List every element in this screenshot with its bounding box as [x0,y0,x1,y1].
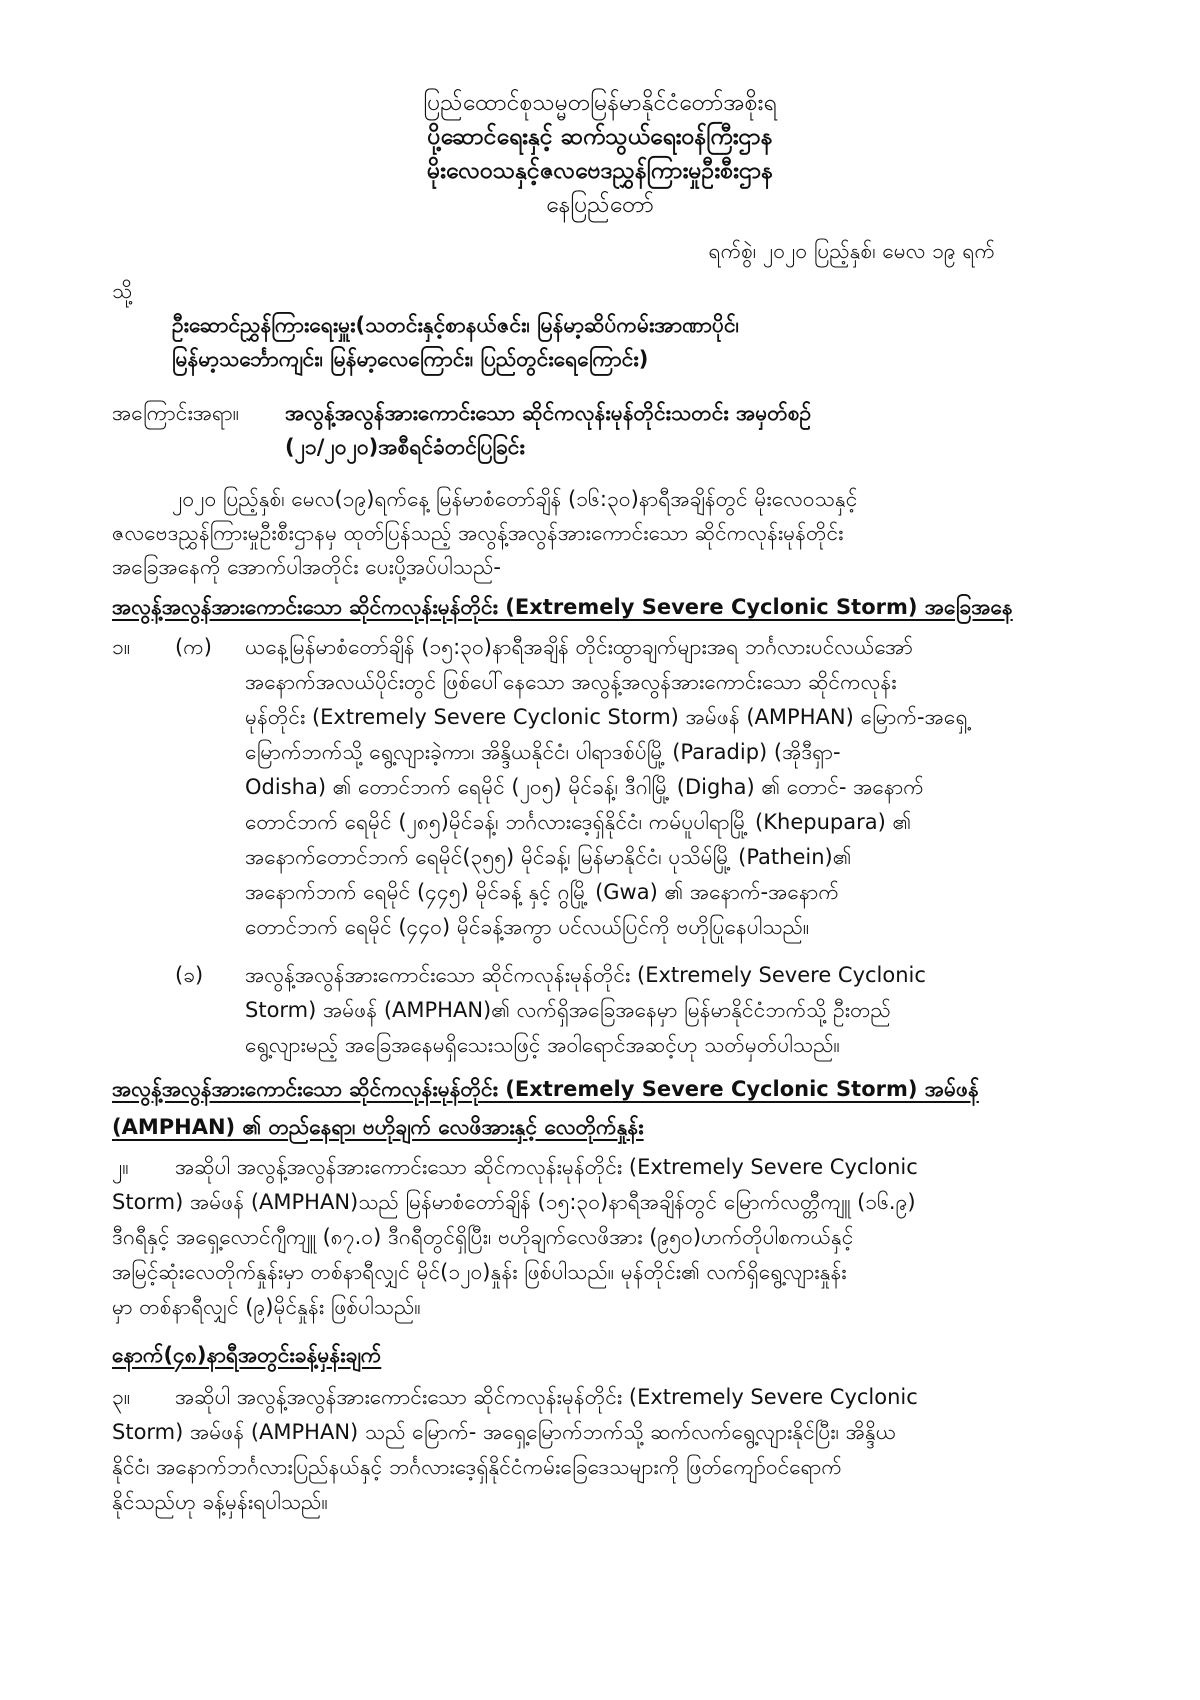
s3-line: နိုင်သည်ဟု ခန့်မှန်းရပါသည်။ [112,1490,328,1514]
intro-line-2: ဇလဗေဒညွှန်ကြားမှုဦးစီးဌာနမှ ထုတ်ပြန်သည့် အလွန့်အလွန်အားကောင်းသော ဆိုင်ကလုန်းမုန်တိုင်း [112,521,844,545]
recipient-line-2: မြန်မာ့သင်္ဘောကျင်း၊ မြန်မာ့လေကြောင်း၊ ပြည်တွင်းရေကြောင်း) [172,347,649,371]
subject-line-1: အလွန့်အလွန်အားကောင်းသော ဆိုင်ကလုန်းမုန်တိုင်းသတင်း အမှတ်စဉ် [285,401,812,425]
s3-line: နိုင်ငံ၊ အနောက်ဘင်္ဂလားပြည်နယ်နှင့် ဘင်္ဂလားဒေ့ရှ်နိုင်ငံကမ်းခြေဒေသများကို ဖြတ်ကျော်ဝင်ရောက် [112,1455,842,1479]
intro-line-3: အခြေအနေကို အောက်ပါအတိုင်း ပေးပို့အပ်ပါသည်- [112,555,501,579]
ministry-title: ပို့ဆောင်ရေးနှင့် ဆက်သွယ်ရေးဝန်ကြီးဌာန [427,124,773,150]
s1a-line: တောင်ဘက် ရေမိုင် (၂၈၅)မိုင်ခန့်၊ ဘင်္ဂလားဒေ့ရှ်နိုင်ငံ၊ ကမ်ပူပါရာမြို့ (Khepupara) ၏ [245,810,912,834]
section-1-number: ၁။ [112,635,131,659]
s3-line: အဆိုပါ အလွန့်အလွန်အားကောင်းသော ဆိုင်ကလုန်းမုန်တိုင်း (Extremely Severe Cyclonic [175,1385,918,1409]
s1b-line: Storm) အမ်ဖန် (AMPHAN)၏ လက်ရှိအခြေအနေမှာ မြန်မာနိုင်ငံဘက်သို့ ဦးတည် [245,998,891,1022]
s2-line: ဒီဂရီနှင့် အရှေ့လောင်ဂျီကျူ (၈၇.၀) ဒီဂရီတွင်ရှိပြီး၊ ဗဟိုချက်လေဖိအား (၉၅၀)ဟက်တိုပါစကယ်နှင့် [112,1225,854,1249]
recipient-line-1: ဦးဆောင်ညွှန်ကြားရေးမှူး(သတင်းနှင့်စာနယ်ဇင်း၊ မြန်မာ့ဆိပ်ကမ်းအာဏာပိုင်၊ [172,313,739,337]
city-name: နေပြည်တော် [546,192,654,218]
subject-label: အကြောင်းအရာ။ [112,401,240,425]
s2-line: မှာ တစ်နာရီလျှင် (၉)မိုင်နှုန်း ဖြစ်ပါသည်။ [112,1295,421,1319]
s1a-line: အနောက်အလယ်ပိုင်းတွင် ဖြစ်ပေါ်နေသော အလွန့်အလွန်အားကောင်းသော ဆိုင်ကလုန်း [245,670,897,694]
subject-line-2: (၂၁/၂၀၂၀)အစီရင်ခံတင်ပြခြင်း [285,435,525,459]
s1a-line: Odisha) ၏ တောင်ဘက် ရေမိုင် (၂၀၅) မိုင်ခန့်၊ ဒီဂါမြို့ (Digha) ၏ တောင်- အနောက် [245,775,924,799]
s1a-line: မုန်တိုင်း (Extremely Severe Cyclonic Storm) အမ်ဖန် (AMPHAN) မြောက်-အရှေ့ [245,705,968,729]
recipient-to-label: သို့ [112,279,133,303]
s3-line: Storm) အမ်ဖန် (AMPHAN) သည် မြောက်- အရှေ့မြောက်ဘက်သို့ ဆက်လက်ရွေ့လျားနိုင်ပြီး၊ အိန္ဒိယ [112,1420,897,1444]
s1a-line: အနောက်တောင်ဘက် ရေမိုင်(၃၅၅) မိုင်ခန့်၊ မြန်မာနိုင်ငံ၊ ပုသိမ်မြို့ (Pathein)၏ [245,845,852,869]
s1b-line: အလွန့်အလွန်အားကောင်းသော ဆိုင်ကလုန်းမုန်တိုင်း (Extremely Severe Cyclonic [245,963,926,987]
document-date: ရက်စွဲ၊ ၂၀၂၀ ပြည့်နှစ်၊ မေလ ၁၉ ရက် [708,239,995,263]
section-1-heading: အလွန့်အလွန်အားကောင်းသော ဆိုင်ကလုန်းမုန်တိုင်း (Extremely Severe Cyclonic Storm) အခြေအနေ [112,595,1013,619]
s1a-line: ယနေ့မြန်မာစံတော်ချိန် (၁၅:၃၀)နာရီအချိန် တိုင်းထွာချက်များအရ ဘင်္ဂလားပင်လယ်အော် [245,635,913,659]
section-2-heading-line-2: (AMPHAN) ၏ တည်နေရာ၊ ဗဟိုချက် လေဖိအားနှင့် လေတိုက်နှုန်း [112,1115,644,1139]
section-2-heading-line-1: အလွန့်အလွန်အားကောင်းသော ဆိုင်ကလုန်းမုန်တိုင်း (Extremely Severe Cyclonic Storm) အမ်ဖန် [112,1077,979,1101]
intro-line-1: ၂၀၂၀ ပြည့်နှစ်၊ မေလ(၁၉)ရက်နေ့ မြန်မာစံတော်ချိန် (၁၆:၃၀)နာရီအချိန်တွင် မိုးလေဝသနှင့် [172,487,858,511]
s2-line: အဆိုပါ အလွန့်အလွန်အားကောင်းသော ဆိုင်ကလုန်းမုန်တိုင်း (Extremely Severe Cyclonic [175,1155,918,1179]
s1a-line: အနောက်ဘက် ရေမိုင် (၄၄၅) မိုင်ခန့် နှင့် ဂွမြို့ (Gwa) ၏ အနောက်-အနောက် [245,880,839,904]
s2-line: Storm) အမ်ဖန် (AMPHAN)သည် မြန်မာစံတော်ချိန် (၁၅:၃၀)နာရီအချိန်တွင် မြောက်လတ္တီကျူ (၁၆.၉) [112,1190,916,1214]
section-3-heading: နောက်(၄၈)နာရီအတွင်းခန့်မှန်းချက် [112,1343,382,1367]
item-b-label: (ခ) [175,963,204,987]
department-title: မိုးလေဝသနှင့်ဇလဗေဒညွှန်ကြားမှုဦးစီးဌာန [426,158,774,184]
section-2-number: ၂။ [112,1155,129,1179]
section-3-number: ၃။ [112,1385,131,1409]
s1a-line: မြောက်ဘက်သို့ ရွေ့လျားခဲ့ကာ၊ အိန္ဒိယနိုင်ငံ၊ ပါရာဒစ်ပ်မြို့ (Paradip) (အိုဒီရှာ- [245,740,841,764]
s2-line: အမြင့်ဆုံးလေတိုက်နှုန်းမှာ တစ်နာရီလျှင် မိုင်(၁၂၀)နှုန်း ဖြစ်ပါသည်။ မုန်တိုင်း၏ လက်ရှိရွေ့လျားနှုန်း [112,1260,847,1284]
item-a-label: (က) [175,635,212,659]
government-title: ပြည်ထောင်စုသမ္မတမြန်မာနိုင်ငံတော်အစိုးရ [423,90,777,116]
s1a-line: တောင်ဘက် ရေမိုင် (၄၄၀) မိုင်ခန့်အကွာ ပင်လယ်ပြင်ကို ဗဟိုပြုနေပါသည်။ [245,915,810,939]
s1b-line: ရွေ့လျားမည့် အခြေအနေမရှိသေးသဖြင့် အဝါရောင်အဆင့်ဟု သတ်မှတ်ပါသည်။ [245,1033,840,1057]
